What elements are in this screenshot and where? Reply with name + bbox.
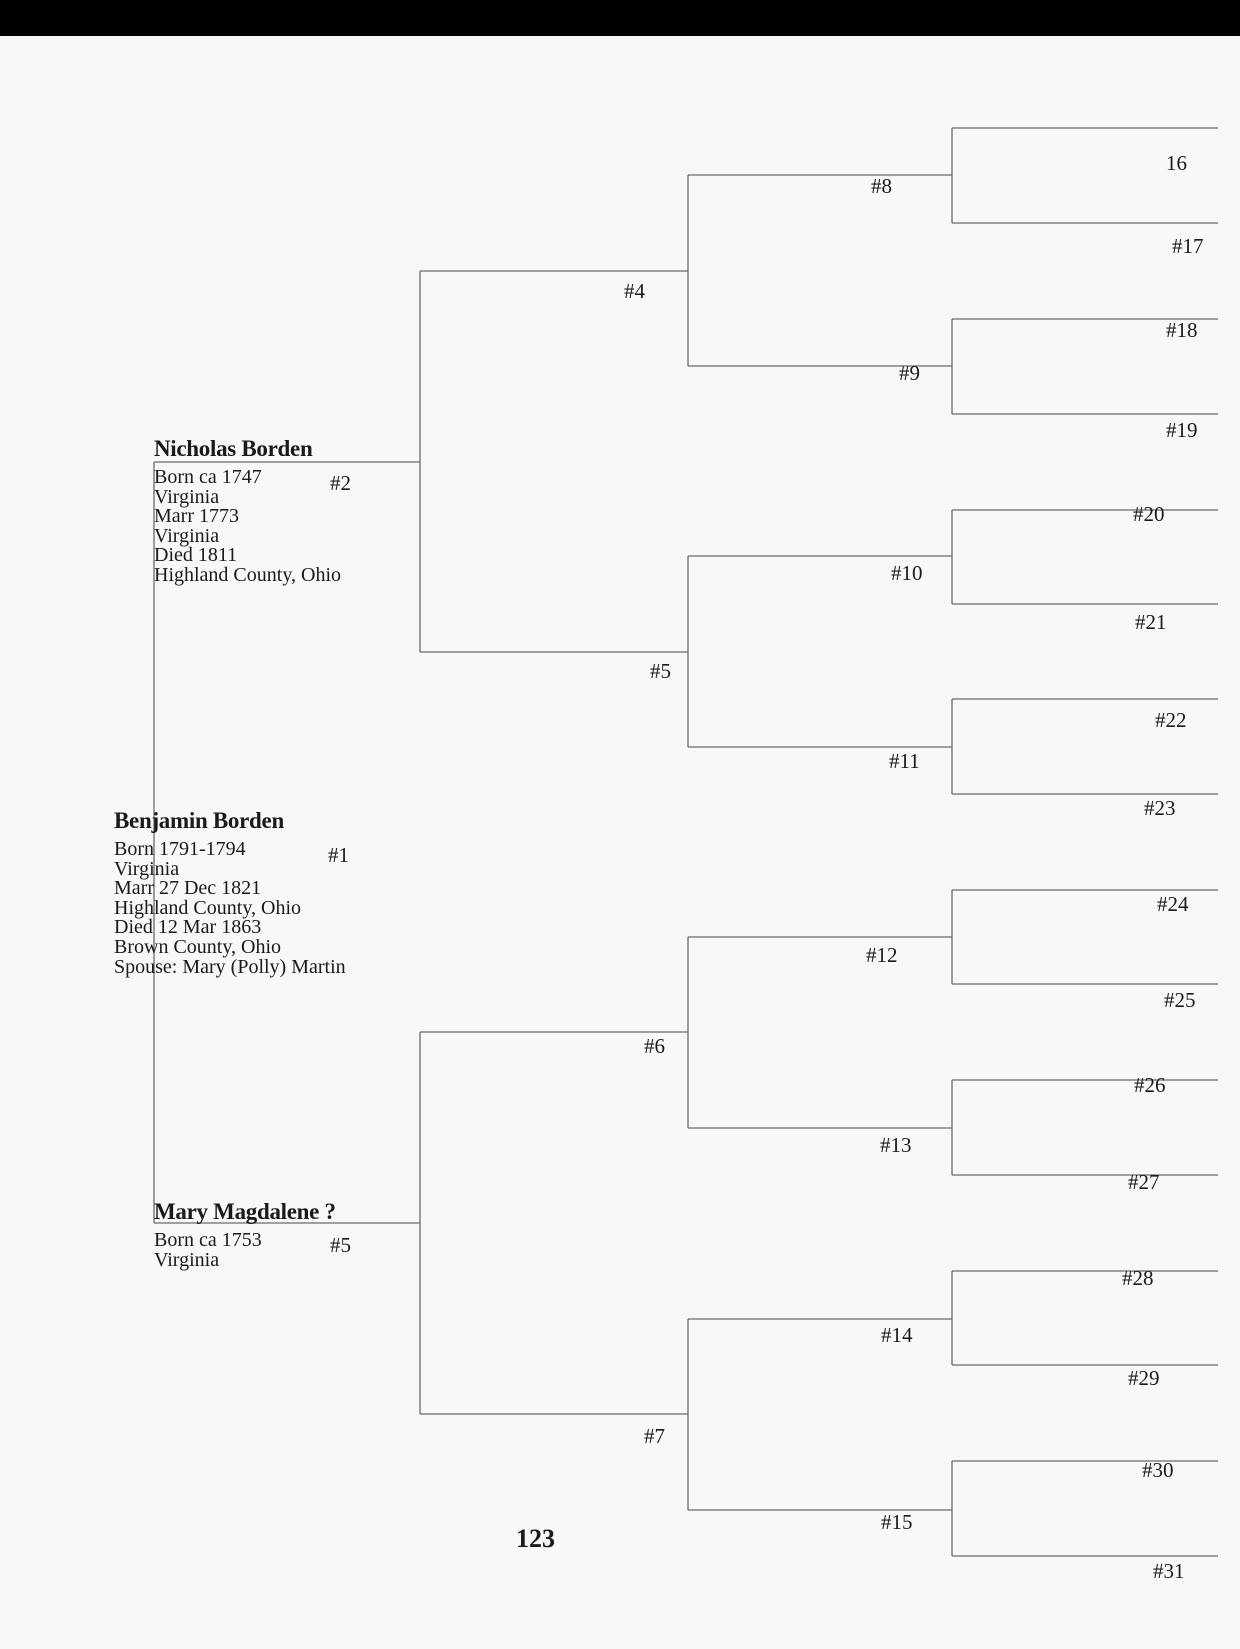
connector-6 — [688, 937, 952, 1128]
ancestor-30-label: #30 — [1142, 1458, 1174, 1482]
person-name: Nicholas Borden — [154, 436, 313, 461]
ancestor-7-label: #7 — [644, 1424, 665, 1448]
ancestor-16-label: 16 — [1166, 151, 1187, 175]
ancestor-10-label: #10 — [891, 561, 923, 585]
person-details: Born ca 1753 Virginia — [154, 1229, 262, 1271]
connector-13 — [952, 1080, 1218, 1175]
ancestor-6-label: #6 — [644, 1034, 665, 1058]
ancestor-27-label: #27 — [1128, 1170, 1160, 1194]
ancestor-22-label: #22 — [1155, 708, 1187, 732]
person-number: #5 — [330, 1233, 351, 1257]
ancestor-17-label: #17 — [1172, 234, 1204, 258]
person-details: Born 1791-1794 Virginia Marr 27 Dec 1821 Highland County, Ohio Died 12 Mar 1863 Brown County, Ohio Spouse: Mary (Polly) Martin — [114, 838, 346, 978]
ancestor-8-label: #8 — [871, 174, 892, 198]
ancestor-28-label: #28 — [1122, 1266, 1154, 1290]
ancestor-12-label: #12 — [866, 943, 898, 967]
ancestor-15-label: #15 — [881, 1510, 913, 1534]
ancestor-25-label: #25 — [1164, 988, 1196, 1012]
ancestor-24-label: #24 — [1157, 892, 1189, 916]
ancestor-14-label: #14 — [881, 1323, 913, 1347]
ancestor-5-label: #5 — [650, 659, 671, 683]
connector-4 — [688, 175, 952, 366]
connector-14 — [952, 1271, 1218, 1365]
person-3 — [154, 1199, 336, 1270]
person-1 — [114, 808, 346, 977]
person-number: #1 — [328, 843, 349, 867]
connector-7 — [688, 1319, 952, 1510]
person-details: Born ca 1747 Virginia Marr 1773 Virginia Died 1811 Highland County, Ohio — [154, 466, 342, 586]
ancestor-13-label: #13 — [880, 1133, 912, 1157]
ancestor-18-label: #18 — [1166, 318, 1198, 342]
ancestor-4-label: #4 — [624, 279, 645, 303]
ancestor-29-label: #29 — [1128, 1366, 1160, 1390]
person-name: Mary Magdalene ? — [154, 1199, 336, 1224]
person-number: #2 — [330, 471, 351, 495]
ancestor-20-label: #20 — [1133, 502, 1165, 526]
ancestor-23-label: #23 — [1144, 796, 1176, 820]
person-name: Benjamin Borden — [114, 808, 284, 833]
connector-15 — [952, 1458, 1218, 1556]
ancestor-26-label: #26 — [1134, 1073, 1166, 1097]
ancestor-19-label: #19 — [1166, 418, 1198, 442]
page-number: 123 — [516, 1524, 555, 1553]
ancestor-31-label: #31 — [1153, 1559, 1185, 1583]
person-2 — [154, 436, 341, 586]
ancestor-9-label: #9 — [899, 361, 920, 385]
ancestor-11-label: #11 — [889, 749, 920, 773]
connector-10 — [952, 510, 1218, 604]
ancestor-21-label: #21 — [1135, 610, 1167, 634]
connector-8 — [952, 128, 1218, 223]
